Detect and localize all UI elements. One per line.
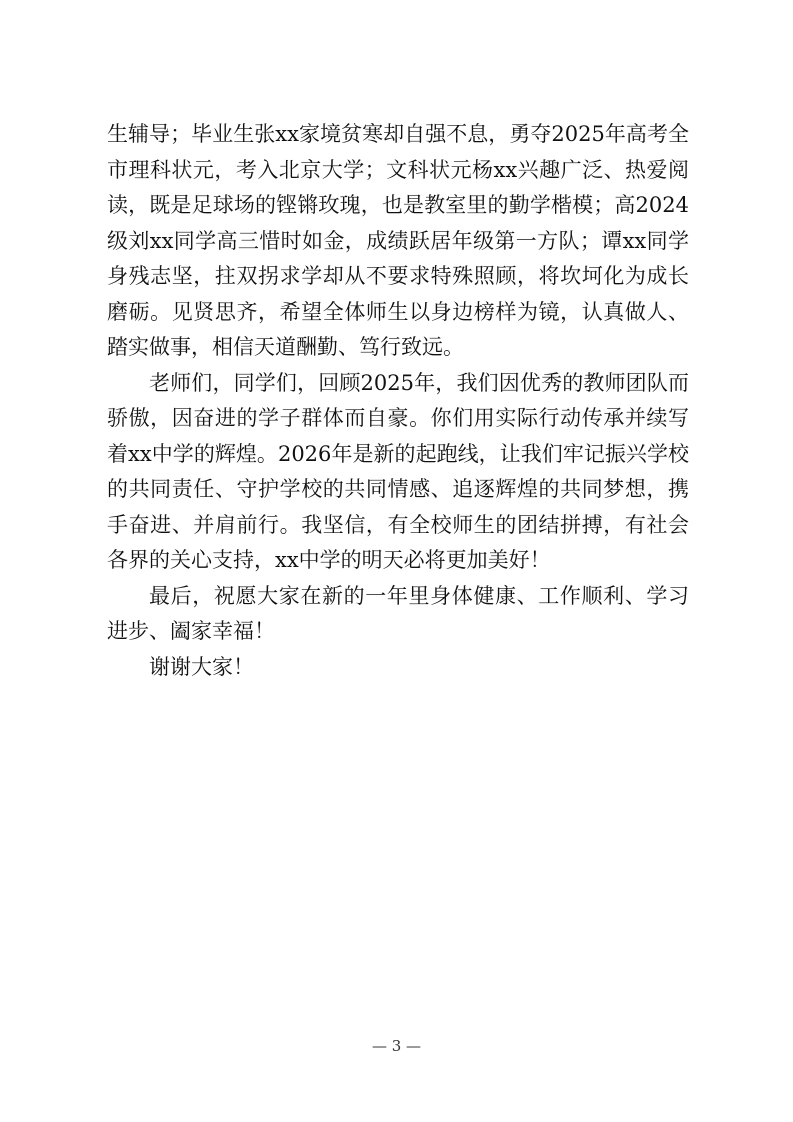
paragraph-3: 最后，祝愿大家在新的一年里身体健康、工作顺利、学习进步、阖家幸福！ bbox=[107, 583, 689, 643]
page-number: — 3 — bbox=[371, 1037, 422, 1055]
paragraph-1: 生辅导；毕业生张xx家境贫寒却自强不息，勇夺2025年高考全市理科状元，考入北京大学；文科状元杨xx兴趣广泛、热爱阅读，既是足球场的铿锵玫瑰，也是教室里的勤学楷模；高2024级刘xx同学高三惜时如金，成绩跃居年级第一方队；谭xx同学身残志坚，拄双拐求学却从不要求特殊照顾，将坎坷化为成长磨砺。见贤思齐，希望全体师生以身边榜样为镜，认真做人、踏实做事，相信天道酬勤、笃行致远。 bbox=[107, 122, 689, 359]
document-body bbox=[107, 117, 689, 685]
paragraph-4: 谢谢大家！ bbox=[149, 654, 254, 679]
paragraph-2: 老师们，同学们，回顾2025年，我们因优秀的教师团队而骄傲，因奋进的学子群体而自豪。你们用实际行动传承并续写着xx中学的辉煌。2026年是新的起跑线，让我们牢记振兴学校的共同责任、守护学校的共同情感、追逐辉煌的共同梦想，携手奋进、并肩前行。我坚信，有全校师生的团结拼搏，有社会各界的关心支持，xx中学的明天必将更加美好！ bbox=[107, 370, 689, 572]
